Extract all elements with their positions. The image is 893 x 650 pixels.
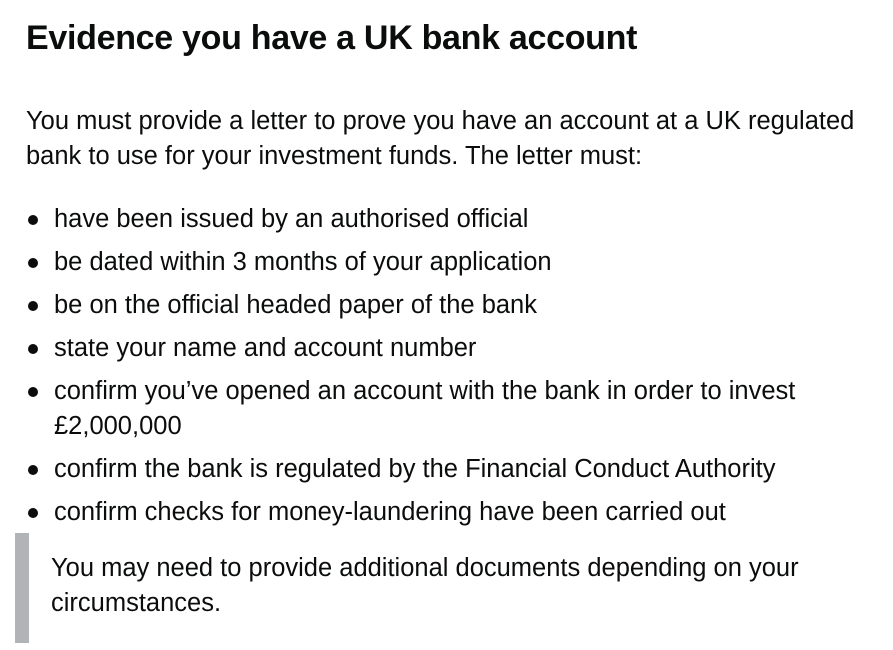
inset-text-block [15,533,815,643]
bullet-icon [28,465,38,475]
list-item-text: confirm the bank is regulated by the Financial Conduct Authority [54,455,776,483]
list-item-text: be on the official headed paper of the bank [54,291,537,319]
list-item [26,288,854,323]
list-item-text: confirm you’ve opened an account with the bank in order to invest £2,000,000 [54,377,796,440]
bullet-icon [28,215,38,225]
inset-text: You may need to provide additional documents depending on your circumstances. [51,554,799,617]
bullet-icon [28,508,38,518]
bullet-icon [28,258,38,268]
bullet-icon [28,387,38,397]
list-item [26,331,854,366]
list-item-text: have been issued by an authorised official [54,205,529,233]
list-item-text: state your name and account number [54,334,477,362]
requirements-list [26,202,867,530]
list-item [26,202,854,237]
section-heading: Evidence you have a UK bank account [26,19,638,57]
list-item [26,245,854,280]
bullet-icon [28,344,38,354]
list-item-text: be dated within 3 months of your application [54,248,552,276]
list-item [26,452,854,487]
intro-paragraph: You must provide a letter to prove you have an account at a UK regulated bank to use for your investment funds. The letter must: [26,107,855,170]
list-item [26,495,854,530]
list-item [26,374,854,444]
bullet-icon [28,301,38,311]
list-item-text: confirm checks for money-laundering have been carried out [54,498,726,526]
